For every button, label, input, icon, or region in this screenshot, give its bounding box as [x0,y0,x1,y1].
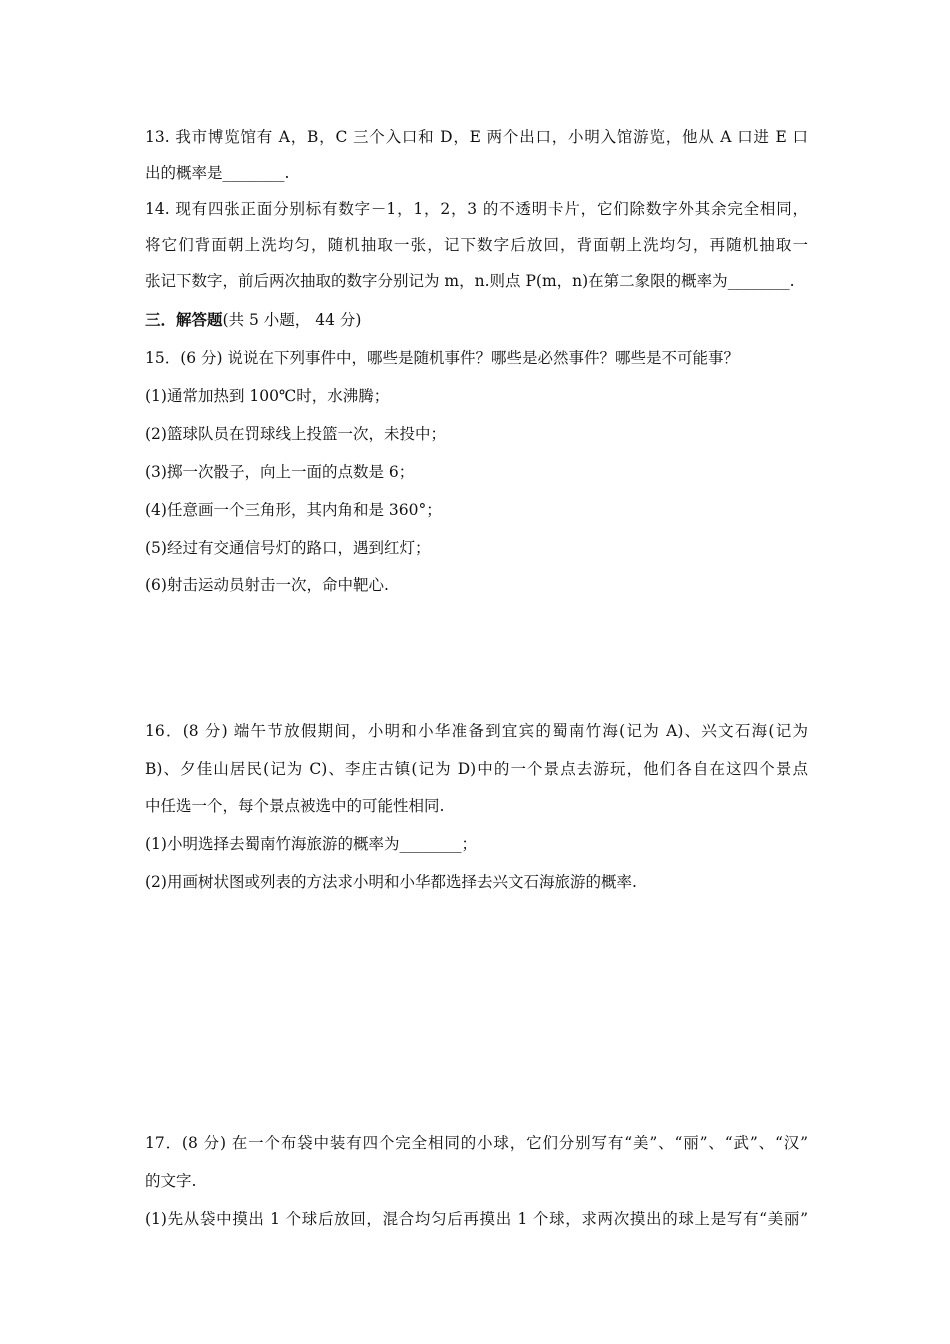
q15-item-2: (2)篮球队员在罚球线上投篮一次，未投中； [145,425,446,443]
q14-line-3: 张记下数字，前后两次抽取的数字分别记为 m，n.则点 P(m，n)在第二象限的概率为________. [145,272,795,290]
q16-item-1: (1)小明选择去蜀南竹海旅游的概率为________； [145,835,477,853]
q15-item-1: (1)通常加热到 100℃时，水沸腾； [145,387,390,405]
q15-item-6: (6)射击运动员射击一次，命中靶心. [145,576,389,594]
q17-line-2: 的文字. [145,1172,197,1190]
q16-item-2: (2)用画树状图或列表的方法求小明和小华都选择去兴文石海旅游的概率. [145,873,637,891]
q16-line-1: 16．(8 分) 端午节放假期间，小明和小华准备到宜宾的蜀南竹海(记为 A)、兴文石海(记为 [145,722,808,740]
q14-line-1: 14. 现有四张正面分别标有数字－1，1，2，3 的不透明卡片，它们除数字外其余完全相同， [145,200,808,218]
section-detail: (共 5 小题， 44 分) [222,311,362,329]
q15-item-3: (3)掷一次骰子，向上一面的点数是 6； [145,463,415,481]
q15-item-4: (4)任意画一个三角形，其内角和是 360°； [145,501,442,519]
q15-stem: 15．(6 分) 说说在下列事件中，哪些是随机事件？哪些是必然事件？哪些是不可能事？ [145,349,740,367]
q14-line-2: 将它们背面朝上洗均匀，随机抽取一张，记下数字后放回，背面朝上洗均匀，再随机抽取一 [145,236,808,254]
q13-line-2: 出的概率是________. [145,164,290,182]
q16-line-2: B)、夕佳山居民(记为 C)、李庄古镇(记为 D)中的一个景点去游玩，他们各自在这四个景点 [145,760,808,778]
section-heading [145,310,808,330]
q17-item-1: (1)先从袋中摸出 1 个球后放回，混合均匀后再摸出 1 个球，求两次摸出的球上是写有“美丽” [145,1210,808,1228]
section-title: 三．解答题 [145,310,223,329]
q16-line-3: 中任选一个，每个景点被选中的可能性相同. [145,797,445,815]
q17-line-1: 17．(8 分) 在一个布袋中装有四个完全相同的小球，它们分别写有“美”、“丽”、“武”、“汉” [145,1134,808,1152]
q13-line-1: 13. 我市博览馆有 A，B，C 三个入口和 D，E 两个出口，小明入馆游览，他从 A 口进 E 口 [145,128,808,146]
q15-item-5: (5)经过有交通信号灯的路口，遇到红灯； [145,539,431,557]
